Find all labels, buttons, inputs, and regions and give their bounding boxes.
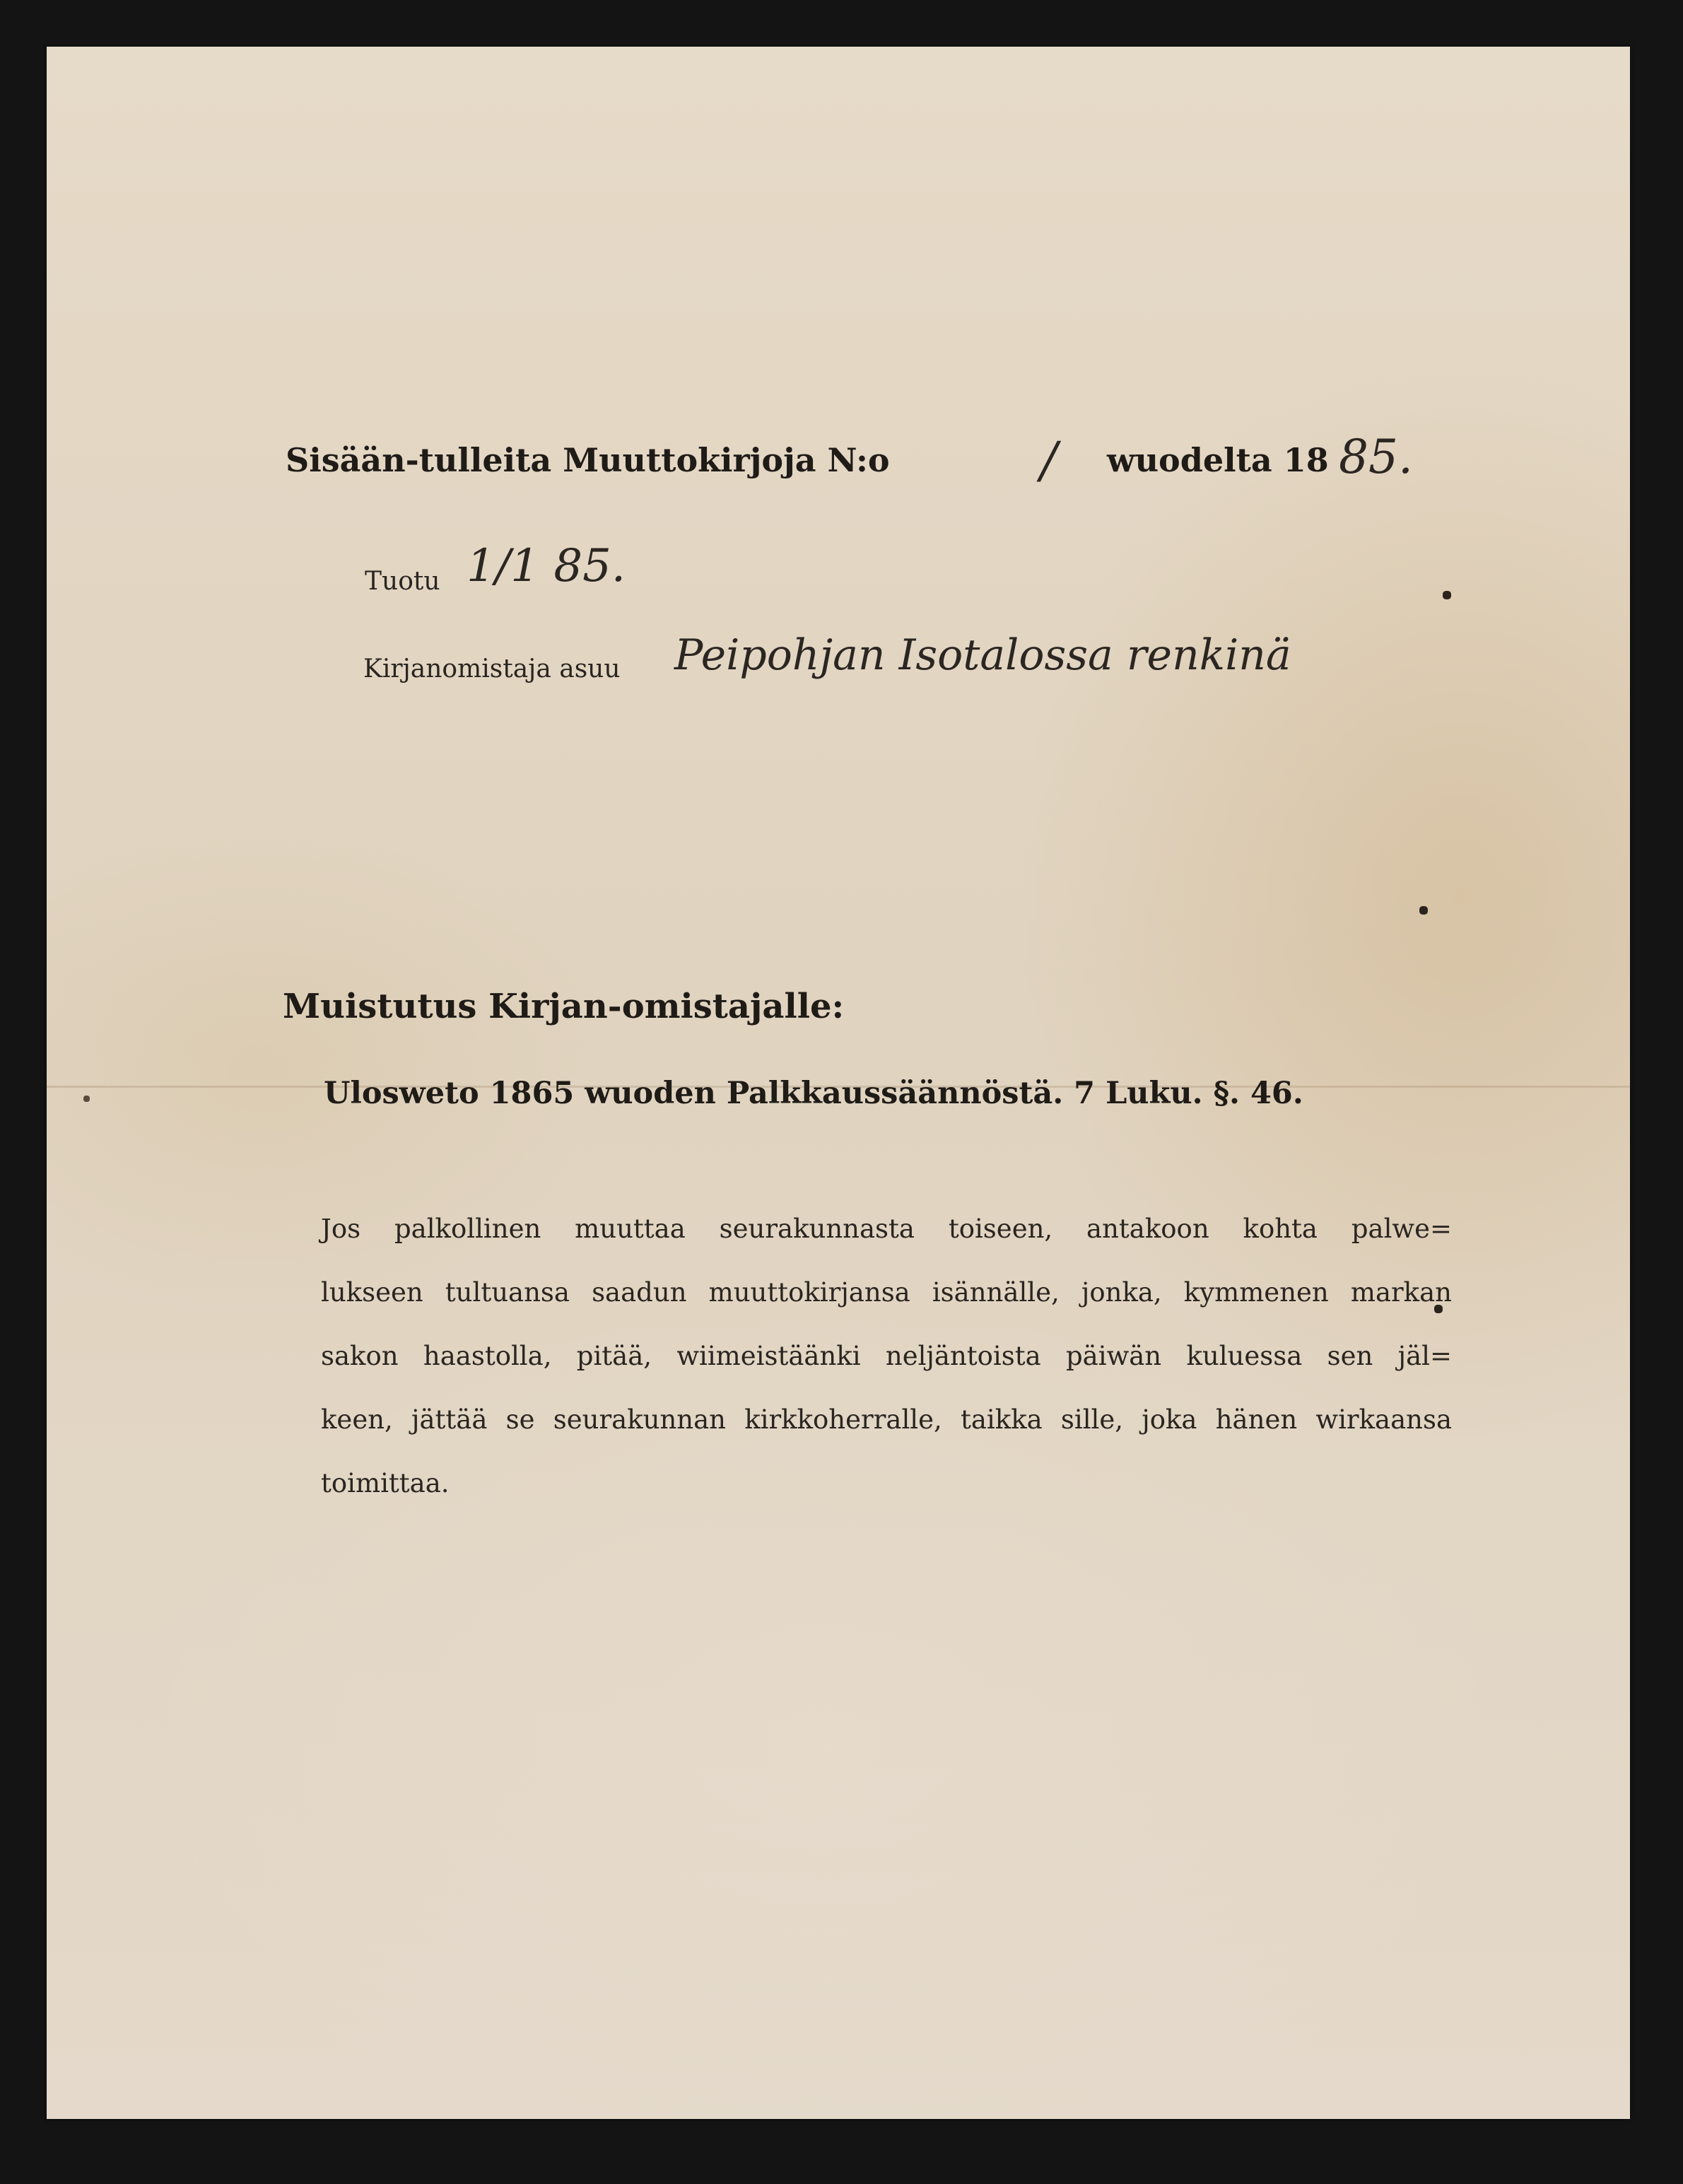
- year-handwritten: 85.: [1339, 430, 1413, 484]
- tuotu-label: Tuotu: [365, 567, 440, 596]
- paragraph-line: sakon haastolla, pitää, wiimeistäänki neljäntoista päiwän kuluessa sen jäl=: [321, 1341, 1452, 1371]
- document-page: [47, 47, 1630, 2119]
- paragraph-line: keen, jättää se seurakunnan kirkkoherralle, taikka sille, joka hänen wirkaansa: [321, 1404, 1452, 1435]
- document-number: /: [1040, 431, 1057, 489]
- ink-speck: [83, 1096, 90, 1102]
- paragraph-line: toimittaa.: [321, 1468, 450, 1498]
- owner-label: Kirjanomistaja asuu: [363, 654, 621, 683]
- ink-speck: [1419, 906, 1428, 915]
- reminder-heading: Muistutus Kirjan-omistajalle:: [283, 987, 845, 1026]
- ink-speck: [1443, 591, 1451, 599]
- tuotu-value: 1/1 85.: [467, 540, 626, 592]
- title-prefix: Sisään-tulleita Muuttokirjoja N:o: [286, 441, 890, 479]
- year-label: wuodelta 18: [1107, 441, 1329, 479]
- paragraph-line: lukseen tultuansa saadun muuttokirjansa isännälle, jonka, kymmenen markan: [321, 1277, 1452, 1308]
- reminder-subheading: Ulosweto 1865 wuoden Palkkaussäännöstä. 7 Luku. §. 46.: [324, 1076, 1303, 1111]
- paragraph-line: Jos palkollinen muuttaa seurakunnasta toiseen, antakoon kohta palwe=: [321, 1214, 1452, 1244]
- document-title: [286, 428, 1487, 489]
- reminder-paragraph: [321, 1197, 1452, 1515]
- owner-value: Peipohjan Isotalossa renkinä: [674, 630, 1291, 680]
